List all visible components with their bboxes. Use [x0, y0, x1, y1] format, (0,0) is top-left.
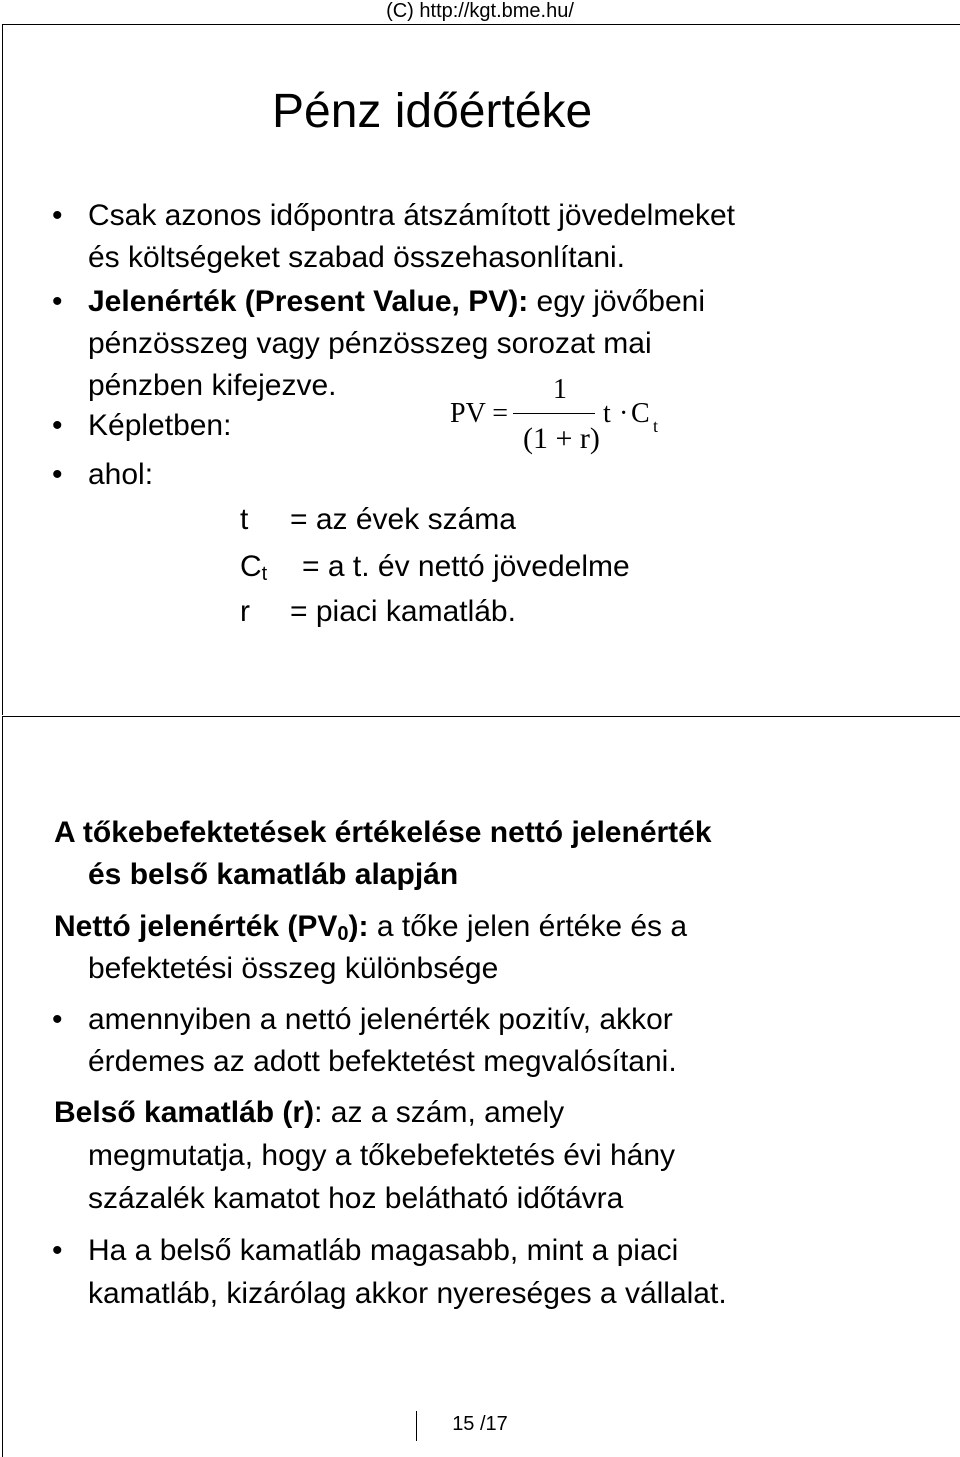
pv-formula: [450, 374, 695, 468]
irr-definition: [54, 1092, 564, 1134]
bullet-text: ahol:: [88, 458, 154, 491]
npv-definition: [54, 906, 687, 951]
text-fragment: a tőke jelen értéke és a: [368, 910, 688, 943]
bullet-text: érdemes az adott befektetést megvalósítani.: [88, 1045, 677, 1078]
bullet-text: Képletben:: [88, 409, 232, 442]
bullet-dot: •: [52, 1234, 63, 1267]
bullet-text: kamatláb, kizárólag akkor nyereséges a vállalat.: [88, 1277, 727, 1310]
page-header-url: (C) http://kgt.bme.hu/: [386, 0, 574, 22]
bullet-dot: •: [52, 458, 63, 491]
bullet-dot: •: [52, 409, 63, 442]
symbol-subscript: t: [261, 563, 268, 585]
irr-definition: megmutatja, hogy a tőkebefektetés évi hány: [88, 1139, 676, 1172]
def-text: = az évek száma: [290, 503, 516, 536]
formula-c: C: [631, 398, 650, 429]
formula-t: t: [603, 398, 611, 429]
bullet-dot: •: [52, 285, 63, 318]
bullet-text: Ha a belső kamatláb magasabb, mint a piaci: [88, 1234, 679, 1267]
def-text: = a t. év nettó jövedelme: [302, 550, 630, 583]
term-npv-subscript: 0: [337, 923, 349, 945]
text-fragment: egy jövőbeni: [528, 285, 705, 318]
term-npv-end: ):: [348, 910, 369, 943]
text-fragment: : az a szám, amely: [314, 1096, 565, 1129]
npv-definition: befektetési összeg különbsége: [88, 952, 499, 985]
formula-dot: ·: [619, 398, 629, 429]
fraction-line: [513, 413, 595, 414]
def-symbol: [240, 546, 267, 591]
def-symbol: t: [240, 503, 249, 536]
def-symbol: r: [240, 595, 250, 628]
formula-lhs: PV =: [450, 398, 509, 429]
section-heading: és belső kamatláb alapján: [88, 858, 459, 891]
bullet-text: amennyiben a nettó jelenérték pozitív, akkor: [88, 1003, 673, 1036]
def-text: = piaci kamatláb.: [290, 595, 516, 628]
symbol-c: C: [240, 550, 262, 583]
irr-definition: százalék kamatot hoz belátható időtávra: [88, 1182, 624, 1215]
formula-denominator: (1 + r): [523, 422, 600, 455]
bullet-dot: •: [52, 1003, 63, 1036]
bullet-text: pénzben kifejezve.: [88, 369, 337, 402]
term-present-value: Jelenérték (Present Value, PV):: [88, 285, 529, 318]
page-number: 15 /17: [452, 1413, 508, 1435]
section-heading: A tőkebefektetések értékelése nettó jelenérték: [54, 816, 712, 849]
formula-numerator: 1: [553, 374, 567, 405]
bullet-text: és költségeket szabad összehasonlítani.: [88, 241, 625, 274]
slide-title: Pénz időértéke: [272, 85, 593, 138]
bullet-text: Csak azonos időpontra átszámított jövedelmeket: [88, 199, 736, 232]
term-irr: Belső kamatláb (r): [54, 1096, 315, 1129]
bullet-text: [88, 281, 705, 323]
formula-subscript: t: [653, 416, 659, 436]
term-npv: Nettó jelenérték (PV: [54, 910, 338, 943]
bullet-text: pénzösszeg vagy pénzösszeg sorozat mai: [88, 327, 652, 360]
bullet-dot: •: [52, 199, 63, 232]
